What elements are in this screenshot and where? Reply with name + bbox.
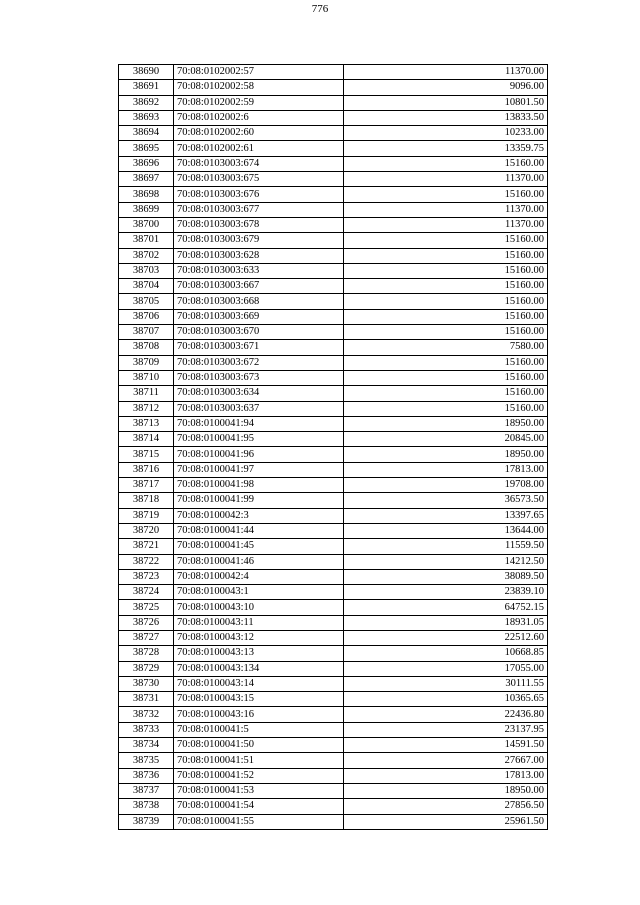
table-row xyxy=(119,141,548,156)
table-row xyxy=(119,386,548,401)
cadastral-value-cell: 13833.50 xyxy=(344,110,548,125)
cadastral-value-cell: 7580.00 xyxy=(344,340,548,355)
cadastral-number-cell: 70:08:0100041:96 xyxy=(174,447,344,462)
cadastral-value-cell: 13397.65 xyxy=(344,508,548,523)
row-number-cell: 38719 xyxy=(119,508,174,523)
cadastral-value-cell: 15160.00 xyxy=(344,309,548,324)
cadastral-number-cell: 70:08:0103003:633 xyxy=(174,263,344,278)
cadastral-value-cell: 18950.00 xyxy=(344,416,548,431)
table-row xyxy=(119,753,548,768)
table-row xyxy=(119,279,548,294)
cadastral-number-cell: 70:08:0100043:134 xyxy=(174,661,344,676)
table-row xyxy=(119,539,548,554)
table-row xyxy=(119,233,548,248)
cadastral-value-cell: 15160.00 xyxy=(344,263,548,278)
row-number-cell: 38690 xyxy=(119,65,174,80)
cadastral-number-cell: 70:08:0100041:53 xyxy=(174,783,344,798)
table-row xyxy=(119,294,548,309)
cadastral-number-cell: 70:08:0103003:628 xyxy=(174,248,344,263)
cadastral-value-cell: 22512.60 xyxy=(344,630,548,645)
row-number-cell: 38715 xyxy=(119,447,174,462)
row-number-cell: 38702 xyxy=(119,248,174,263)
table-row xyxy=(119,493,548,508)
row-number-cell: 38728 xyxy=(119,646,174,661)
table-row xyxy=(119,478,548,493)
cadastral-value-table xyxy=(118,64,548,830)
cadastral-value-cell: 19708.00 xyxy=(344,478,548,493)
cadastral-number-cell: 70:08:0100043:13 xyxy=(174,646,344,661)
table-row xyxy=(119,523,548,538)
cadastral-value-cell: 18950.00 xyxy=(344,447,548,462)
table-row xyxy=(119,508,548,523)
row-number-cell: 38718 xyxy=(119,493,174,508)
cadastral-value-cell: 11370.00 xyxy=(344,172,548,187)
table-body xyxy=(119,65,548,830)
table-row xyxy=(119,661,548,676)
cadastral-value-cell: 14212.50 xyxy=(344,554,548,569)
table-row xyxy=(119,248,548,263)
cadastral-value-cell: 13359.75 xyxy=(344,141,548,156)
cadastral-number-cell: 70:08:0100041:52 xyxy=(174,768,344,783)
row-number-cell: 38705 xyxy=(119,294,174,309)
cadastral-value-cell: 15160.00 xyxy=(344,355,548,370)
table-row xyxy=(119,814,548,829)
cadastral-number-cell: 70:08:0102002:57 xyxy=(174,65,344,80)
cadastral-value-cell: 27856.50 xyxy=(344,799,548,814)
cadastral-value-cell: 23839.10 xyxy=(344,585,548,600)
table-row xyxy=(119,80,548,95)
table-row xyxy=(119,401,548,416)
table-row xyxy=(119,462,548,477)
table-row xyxy=(119,707,548,722)
cadastral-value-cell: 23137.95 xyxy=(344,722,548,737)
cadastral-value-cell: 25961.50 xyxy=(344,814,548,829)
table-row xyxy=(119,95,548,110)
cadastral-value-cell: 11370.00 xyxy=(344,217,548,232)
row-number-cell: 38712 xyxy=(119,401,174,416)
table-row xyxy=(119,768,548,783)
row-number-cell: 38717 xyxy=(119,478,174,493)
row-number-cell: 38698 xyxy=(119,187,174,202)
cadastral-value-cell: 11370.00 xyxy=(344,202,548,217)
cadastral-value-cell: 30111.55 xyxy=(344,676,548,691)
cadastral-value-cell: 18931.05 xyxy=(344,615,548,630)
table-row xyxy=(119,370,548,385)
cadastral-value-cell: 15160.00 xyxy=(344,325,548,340)
cadastral-number-cell: 70:08:0100041:45 xyxy=(174,539,344,554)
table-row xyxy=(119,432,548,447)
table-row xyxy=(119,172,548,187)
cadastral-value-cell: 10365.65 xyxy=(344,692,548,707)
table-row xyxy=(119,447,548,462)
row-number-cell: 38713 xyxy=(119,416,174,431)
table-row xyxy=(119,738,548,753)
table-row xyxy=(119,110,548,125)
cadastral-number-cell: 70:08:0103003:674 xyxy=(174,156,344,171)
cadastral-number-cell: 70:08:0102002:61 xyxy=(174,141,344,156)
cadastral-value-cell: 9096.00 xyxy=(344,80,548,95)
cadastral-value-cell: 36573.50 xyxy=(344,493,548,508)
table-row xyxy=(119,340,548,355)
cadastral-number-cell: 70:08:0100041:97 xyxy=(174,462,344,477)
cadastral-number-cell: 70:08:0103003:637 xyxy=(174,401,344,416)
table-row xyxy=(119,799,548,814)
cadastral-number-cell: 70:08:0100043:11 xyxy=(174,615,344,630)
cadastral-number-cell: 70:08:0102002:60 xyxy=(174,126,344,141)
table-row xyxy=(119,309,548,324)
row-number-cell: 38714 xyxy=(119,432,174,447)
row-number-cell: 38706 xyxy=(119,309,174,324)
cadastral-number-cell: 70:08:0100041:99 xyxy=(174,493,344,508)
cadastral-value-cell: 17813.00 xyxy=(344,768,548,783)
cadastral-value-cell: 38089.50 xyxy=(344,569,548,584)
table-row xyxy=(119,630,548,645)
cadastral-number-cell: 70:08:0103003:679 xyxy=(174,233,344,248)
cadastral-number-cell: 70:08:0103003:670 xyxy=(174,325,344,340)
row-number-cell: 38716 xyxy=(119,462,174,477)
row-number-cell: 38731 xyxy=(119,692,174,707)
row-number-cell: 38734 xyxy=(119,738,174,753)
cadastral-number-cell: 70:08:0100041:98 xyxy=(174,478,344,493)
table-row xyxy=(119,615,548,630)
cadastral-number-cell: 70:08:0103003:667 xyxy=(174,279,344,294)
cadastral-value-cell: 15160.00 xyxy=(344,187,548,202)
cadastral-number-cell: 70:08:0100043:1 xyxy=(174,585,344,600)
table-row xyxy=(119,554,548,569)
cadastral-number-cell: 70:08:0103003:673 xyxy=(174,370,344,385)
row-number-cell: 38703 xyxy=(119,263,174,278)
row-number-cell: 38691 xyxy=(119,80,174,95)
cadastral-value-cell: 13644.00 xyxy=(344,523,548,538)
cadastral-number-cell: 70:08:0102002:58 xyxy=(174,80,344,95)
cadastral-value-cell: 15160.00 xyxy=(344,370,548,385)
cadastral-value-cell: 15160.00 xyxy=(344,248,548,263)
cadastral-value-cell: 11370.00 xyxy=(344,65,548,80)
cadastral-number-cell: 70:08:0100043:12 xyxy=(174,630,344,645)
cadastral-value-cell: 10801.50 xyxy=(344,95,548,110)
cadastral-value-cell: 15160.00 xyxy=(344,401,548,416)
cadastral-number-cell: 70:08:0100043:16 xyxy=(174,707,344,722)
row-number-cell: 38695 xyxy=(119,141,174,156)
table-row xyxy=(119,600,548,615)
table-row xyxy=(119,646,548,661)
row-number-cell: 38732 xyxy=(119,707,174,722)
table-row xyxy=(119,355,548,370)
cadastral-number-cell: 70:08:0103003:678 xyxy=(174,217,344,232)
row-number-cell: 38700 xyxy=(119,217,174,232)
row-number-cell: 38709 xyxy=(119,355,174,370)
cadastral-number-cell: 70:08:0103003:668 xyxy=(174,294,344,309)
row-number-cell: 38726 xyxy=(119,615,174,630)
row-number-cell: 38737 xyxy=(119,783,174,798)
cadastral-number-cell: 70:08:0100041:54 xyxy=(174,799,344,814)
cadastral-number-cell: 70:08:0100041:95 xyxy=(174,432,344,447)
cadastral-number-cell: 70:08:0103003:675 xyxy=(174,172,344,187)
cadastral-value-cell: 17055.00 xyxy=(344,661,548,676)
row-number-cell: 38735 xyxy=(119,753,174,768)
row-number-cell: 38704 xyxy=(119,279,174,294)
table-row xyxy=(119,676,548,691)
cadastral-number-cell: 70:08:0100041:50 xyxy=(174,738,344,753)
row-number-cell: 38699 xyxy=(119,202,174,217)
cadastral-value-cell: 14591.50 xyxy=(344,738,548,753)
row-number-cell: 38696 xyxy=(119,156,174,171)
cadastral-number-cell: 70:08:0100041:46 xyxy=(174,554,344,569)
row-number-cell: 38694 xyxy=(119,126,174,141)
row-number-cell: 38724 xyxy=(119,585,174,600)
table-row xyxy=(119,692,548,707)
cadastral-number-cell: 70:08:0103003:672 xyxy=(174,355,344,370)
cadastral-number-cell: 70:08:0100043:10 xyxy=(174,600,344,615)
table-row xyxy=(119,202,548,217)
row-number-cell: 38738 xyxy=(119,799,174,814)
row-number-cell: 38727 xyxy=(119,630,174,645)
cadastral-value-cell: 17813.00 xyxy=(344,462,548,477)
cadastral-number-cell: 70:08:0100041:51 xyxy=(174,753,344,768)
cadastral-number-cell: 70:08:0100041:55 xyxy=(174,814,344,829)
row-number-cell: 38736 xyxy=(119,768,174,783)
table-row xyxy=(119,217,548,232)
row-number-cell: 38693 xyxy=(119,110,174,125)
cadastral-number-cell: 70:08:0103003:671 xyxy=(174,340,344,355)
cadastral-number-cell: 70:08:0102002:6 xyxy=(174,110,344,125)
cadastral-number-cell: 70:08:0103003:676 xyxy=(174,187,344,202)
row-number-cell: 38692 xyxy=(119,95,174,110)
table-row xyxy=(119,325,548,340)
cadastral-number-cell: 70:08:0103003:677 xyxy=(174,202,344,217)
row-number-cell: 38697 xyxy=(119,172,174,187)
row-number-cell: 38710 xyxy=(119,370,174,385)
row-number-cell: 38707 xyxy=(119,325,174,340)
table-row xyxy=(119,722,548,737)
row-number-cell: 38730 xyxy=(119,676,174,691)
cadastral-value-cell: 64752.15 xyxy=(344,600,548,615)
cadastral-value-cell: 15160.00 xyxy=(344,233,548,248)
row-number-cell: 38723 xyxy=(119,569,174,584)
cadastral-number-cell: 70:08:0100043:15 xyxy=(174,692,344,707)
table-row xyxy=(119,263,548,278)
table-row xyxy=(119,187,548,202)
row-number-cell: 38708 xyxy=(119,340,174,355)
cadastral-value-cell: 10233.00 xyxy=(344,126,548,141)
cadastral-number-cell: 70:08:0102002:59 xyxy=(174,95,344,110)
cadastral-value-cell: 15160.00 xyxy=(344,294,548,309)
cadastral-value-cell: 20845.00 xyxy=(344,432,548,447)
cadastral-value-cell: 11559.50 xyxy=(344,539,548,554)
cadastral-value-cell: 18950.00 xyxy=(344,783,548,798)
cadastral-number-cell: 70:08:0100041:44 xyxy=(174,523,344,538)
cadastral-number-cell: 70:08:0100042:3 xyxy=(174,508,344,523)
row-number-cell: 38725 xyxy=(119,600,174,615)
row-number-cell: 38720 xyxy=(119,523,174,538)
cadastral-number-cell: 70:08:0103003:634 xyxy=(174,386,344,401)
cadastral-number-cell: 70:08:0100042:4 xyxy=(174,569,344,584)
cadastral-value-cell: 15160.00 xyxy=(344,279,548,294)
table-row xyxy=(119,416,548,431)
cadastral-value-cell: 15160.00 xyxy=(344,156,548,171)
cadastral-value-cell: 22436.80 xyxy=(344,707,548,722)
page-number: 776 xyxy=(311,3,329,15)
cadastral-number-cell: 70:08:0100041:5 xyxy=(174,722,344,737)
cadastral-number-cell: 70:08:0100041:94 xyxy=(174,416,344,431)
row-number-cell: 38733 xyxy=(119,722,174,737)
table-row xyxy=(119,783,548,798)
table-row xyxy=(119,126,548,141)
table-row xyxy=(119,569,548,584)
cadastral-value-cell: 15160.00 xyxy=(344,386,548,401)
table-row xyxy=(119,65,548,80)
cadastral-number-cell: 70:08:0100043:14 xyxy=(174,676,344,691)
row-number-cell: 38701 xyxy=(119,233,174,248)
cadastral-value-cell: 10668.85 xyxy=(344,646,548,661)
row-number-cell: 38722 xyxy=(119,554,174,569)
row-number-cell: 38739 xyxy=(119,814,174,829)
row-number-cell: 38729 xyxy=(119,661,174,676)
row-number-cell: 38721 xyxy=(119,539,174,554)
row-number-cell: 38711 xyxy=(119,386,174,401)
cadastral-number-cell: 70:08:0103003:669 xyxy=(174,309,344,324)
table-row xyxy=(119,156,548,171)
cadastral-value-cell: 27667.00 xyxy=(344,753,548,768)
table-row xyxy=(119,585,548,600)
